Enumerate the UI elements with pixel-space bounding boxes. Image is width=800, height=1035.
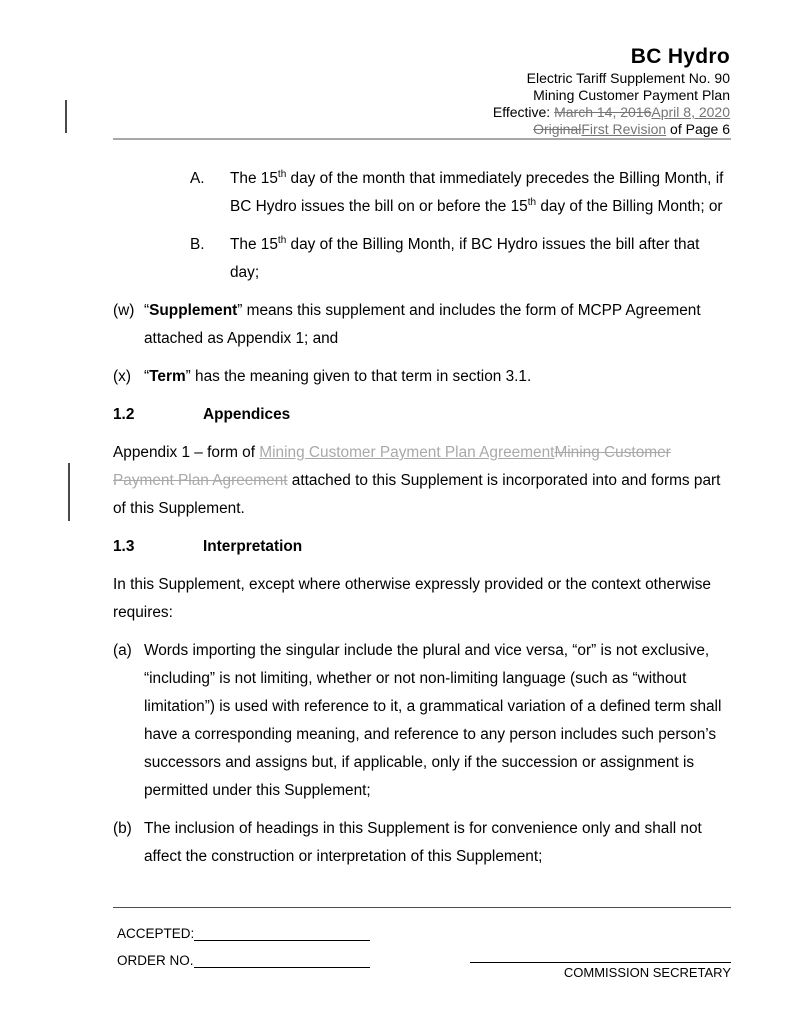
header-plan-name: Mining Customer Payment Plan: [533, 87, 730, 103]
interpretation-item-b-label: (b): [113, 820, 132, 837]
document-header: [493, 44, 730, 138]
footer-divider: [113, 907, 731, 908]
document-body: [113, 165, 731, 881]
accepted-row: [117, 919, 370, 941]
section-title: Interpretation: [203, 538, 303, 555]
definition-item-x-label: (x): [113, 368, 131, 385]
accepted-blank-line: [194, 918, 370, 941]
definition-item-w-rest: ” means this supplement and includes the form of MCPP Agreement attached as Appendix 1; and: [144, 302, 701, 347]
order-no-blank-line: [194, 945, 370, 968]
definition-item-x: [113, 363, 731, 391]
clause-B: [113, 231, 731, 287]
interpretation-item-a: [113, 637, 731, 805]
section-heading-1-2: [113, 401, 731, 429]
ordinal-superscript: th: [277, 234, 287, 246]
header-effective-line: [493, 104, 730, 121]
interpretation-item-a-text: Words importing the singular include the plural and vice versa, “or” is not exclusive, “including” is not limiting, whether or not non-limiting language (such as “without limitation”) is used with reference to it, a grammatical variation of a defined term shall have a corresponding meaning, and reference to any person includes such person’s successors and assigns but, if applicable, only if the succession or assignment is permitted under this Supplement;: [144, 642, 722, 799]
section-heading-1-3: [113, 533, 731, 561]
open-quote: “: [144, 368, 150, 385]
ordinal-superscript: th: [277, 168, 287, 180]
header-divider: [113, 138, 731, 140]
revision-status-new: First Revision: [581, 121, 667, 137]
clause-B-text-part: day of the Billing Month, if BC Hydro issues the bill after that day;: [230, 236, 700, 281]
effective-label: Effective:: [492, 104, 555, 120]
page-number: of Page 6: [666, 121, 730, 137]
defined-term: Term: [149, 368, 186, 385]
effective-date-new: April 8, 2020: [651, 104, 730, 120]
clause-A-text-part: The 15: [230, 170, 278, 187]
change-bar-appendix: [68, 463, 70, 521]
signature-line: [470, 948, 731, 963]
definition-item-w-text: [144, 297, 731, 353]
section-number: 1.3: [113, 538, 135, 555]
effective-date-old: March 14, 2016: [554, 104, 652, 120]
clause-B-text-part: The 15: [230, 236, 278, 253]
interpretation-item-b: [113, 815, 731, 871]
ordinal-superscript: th: [527, 196, 537, 208]
footer-signature-block: [470, 948, 731, 980]
revision-status-old: Original: [533, 121, 582, 137]
inserted-text: Mining Customer Payment Plan Agreement: [259, 444, 555, 461]
appendix-paragraph-text: Appendix 1 – form of: [113, 444, 260, 461]
clause-A-text-part: day of the month that immediately precedes the Billing Month, if BC Hydro issues the bill on or before the 15: [230, 170, 724, 215]
order-no-row: [117, 946, 370, 968]
clause-A-label: A.: [190, 170, 205, 187]
defined-term: Supplement: [149, 302, 238, 319]
definition-item-w: [113, 297, 731, 353]
clause-B-text: [230, 231, 731, 287]
clause-A-text-part: day of the Billing Month; or: [536, 198, 723, 215]
deleted-text: Mining Customer Payment Plan Agreement: [113, 444, 671, 489]
accepted-label: ACCEPTED:: [117, 926, 195, 941]
section-number: 1.2: [113, 406, 135, 423]
appendix-paragraph-text: attached to this Supplement is incorporated into and forms part of this Supplement.: [113, 472, 721, 517]
commission-secretary-label: COMMISSION SECRETARY: [563, 965, 731, 980]
clause-A-text: [230, 165, 731, 221]
interpretation-intro: In this Supplement, except where otherwise expressly provided or the context otherwise requires:: [113, 576, 711, 621]
header-revision-line: [493, 121, 730, 138]
company-name: BC Hydro: [630, 45, 730, 68]
clause-A: [113, 165, 731, 221]
appendix-paragraph: [113, 439, 731, 523]
section-title: Appendices: [203, 406, 291, 423]
definition-item-x-text: [144, 363, 731, 391]
open-quote: “: [144, 302, 150, 319]
interpretation-item-b-text: The inclusion of headings in this Supplement is for convenience only and shall not affect the construction or interpretation of this Supplement;: [144, 820, 702, 865]
footer-acceptance-block: [117, 919, 370, 973]
definition-item-w-label: (w): [113, 302, 135, 319]
interpretation-item-a-label: (a): [113, 642, 132, 659]
clause-B-label: B.: [190, 236, 205, 253]
header-supplement-no: Electric Tariff Supplement No. 90: [526, 70, 730, 86]
definition-item-x-rest: ” has the meaning given to that term in section 3.1.: [185, 368, 532, 385]
change-bar-header: [65, 100, 67, 133]
order-no-label: ORDER NO.: [117, 953, 194, 968]
